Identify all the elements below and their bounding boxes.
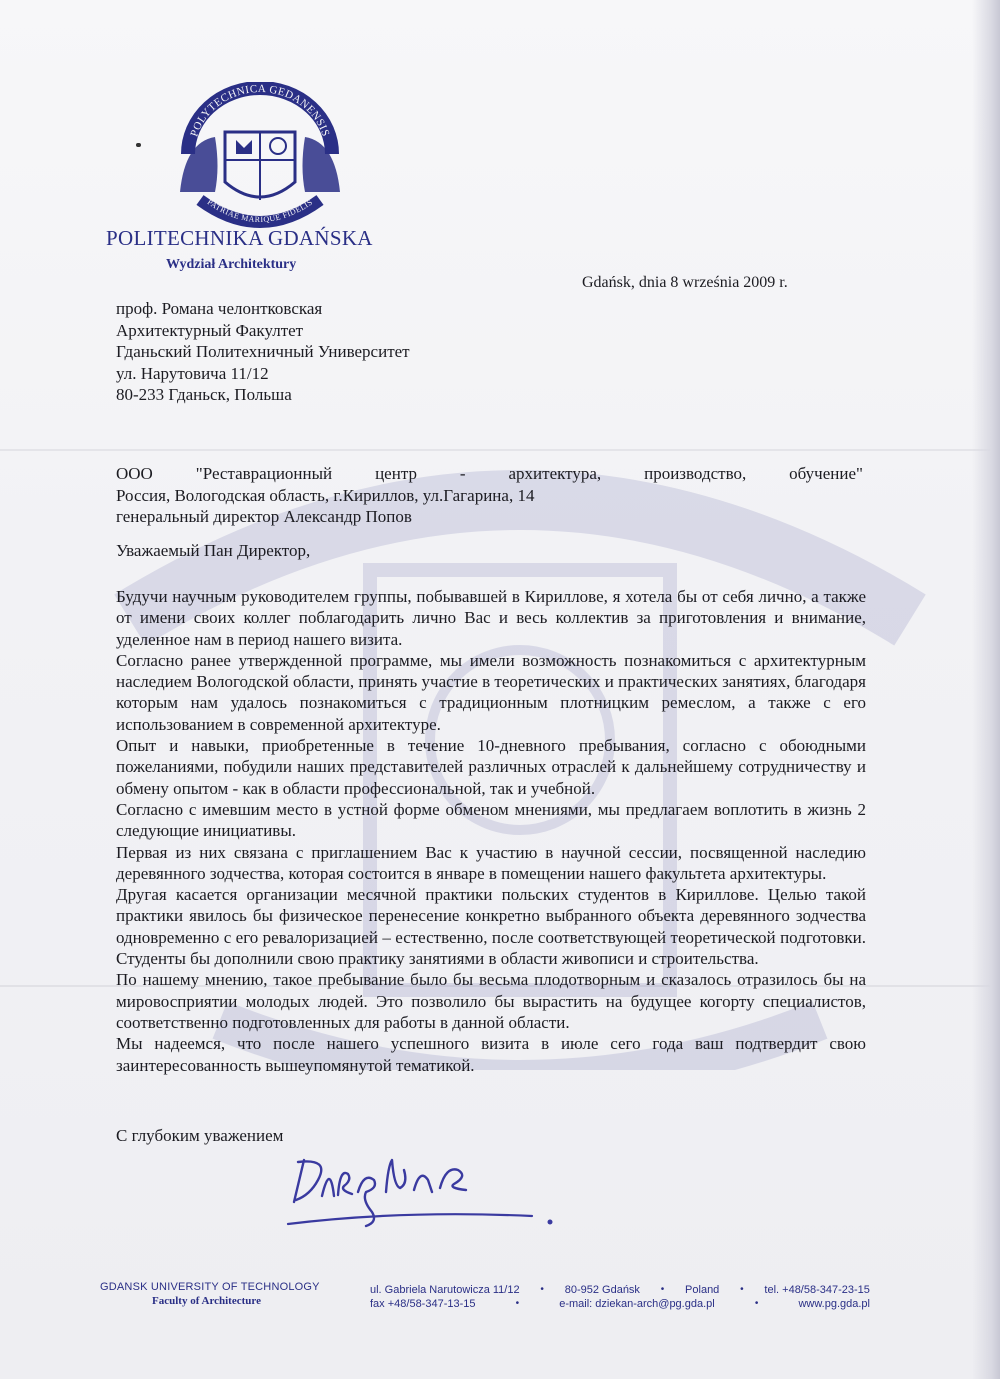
body-paragraph: Первая из них связана с приглашением Вас к участию в научной сессии, посвященной наследию деревянного зодчества, которая состоится в январе в помещении нашего факультета архитектуры. — [116, 842, 866, 883]
recipient-word: "Реставрационный — [195, 464, 333, 483]
footer-institution — [100, 1281, 320, 1307]
recipient-word: - — [459, 464, 466, 483]
footer-website[interactable]: www.pg.gda.pl — [798, 1298, 870, 1310]
footer-faculty-en: Faculty of Architecture — [152, 1295, 261, 1307]
body-paragraph: Другая касается организации месячной практики польских студентов в Кириллове. Целью такой практики явилось бы физическое перенесение конкретно выбранного объекта деревянного зодчества одновременно с его ревалоризацией – естественно, после соответствующей теоретической подготовки. Студенты бы дополнили свою практику занятиями в области живописи и строительства. — [116, 885, 866, 969]
recipient-line: генеральный директор Александр Попов — [116, 507, 412, 526]
letter-date: Gdańsk, dnia 8 września 2009 r. — [582, 274, 788, 291]
footer-university-en: GDANSK UNIVERSITY OF TECHNOLOGY — [100, 1281, 320, 1293]
paper-edge-shadow — [972, 0, 1000, 1379]
sender-address — [116, 298, 410, 406]
footer-tel: tel. +48/58-347-23-15 — [764, 1284, 870, 1296]
footer-separator: • — [660, 1284, 665, 1295]
footer-separator: • — [754, 1298, 759, 1309]
closing: С глубоким уважением — [116, 1126, 284, 1145]
recipient-line — [116, 463, 863, 485]
seal-text-top: POLYTECHNICA GEDANENSIS — [188, 82, 332, 139]
salutation: Уважаемый Пан Директор, — [116, 541, 311, 560]
body-paragraph: Согласно с имевшим место в устной форме обменом мнениями, мы предлагаем воплотить в жизнь 2 следующие инициативы. — [116, 799, 866, 841]
footer-contacts — [370, 1283, 870, 1311]
sender-line: ул. Нарутовича 11/12 — [116, 363, 269, 383]
footer-line-2 — [370, 1297, 870, 1311]
footer-line-1 — [370, 1283, 870, 1297]
svg-text:POLYTECHNICA GEDANENSIS — [188, 83, 331, 138]
handwritten-signature — [282, 1140, 562, 1240]
recipient-word: центр — [375, 464, 417, 483]
recipient-word: архитектура, — [508, 464, 602, 483]
footer-country: Poland — [685, 1284, 720, 1296]
seal-text-bottom: PATRIAE MARIQUE FIDELIS — [205, 197, 315, 225]
footer-email[interactable]: e-mail: dziekan-arch@pg.gda.pl — [559, 1298, 715, 1310]
recipient-line: Россия, Вологодская область, г.Кириллов, ул.Гагарина, 14 — [116, 485, 535, 505]
recipient-address — [116, 463, 863, 528]
svg-text:PATRIAE MARIQUE FIDELIS — [206, 197, 315, 224]
footer-separator: • — [515, 1298, 520, 1309]
faculty-name: Wydział Architektury — [166, 257, 297, 272]
recipient-word: обучение" — [789, 464, 863, 483]
paper-speck — [136, 143, 141, 147]
footer-postal: 80-952 Gdańsk — [564, 1284, 640, 1296]
body-paragraph: Согласно ранее утвержденной программе, мы имели возможность познакомиться с архитектурным наследием Вологодской области, принять участие в теоретических и практических занятиях, благодаря которым нам удалось познакомиться с традиционным плотницким ремеслом, а также с его использованием в современной архитектуре. — [116, 650, 866, 734]
footer-address: ul. Gabriela Narutowicza 11/12 — [370, 1284, 520, 1296]
letter-body — [116, 586, 866, 1076]
sender-line: 80-233 Гданьск, Польша — [116, 385, 292, 404]
sender-line: Гданьский Политехничный Университет — [116, 342, 410, 361]
body-paragraph: Будучи научным руководителем группы, побывавшей в Кириллове, я хотела бы от себя лично, а также от имени своих коллег поблагодарить лично Вас и весь коллектив за приготовления и внимание, уделенное нам в период нашего визита. — [116, 587, 866, 649]
recipient-word: производство, — [644, 464, 747, 483]
university-crest — [160, 82, 360, 242]
body-paragraph: Опыт и навыки, приобретенные в течение 10-дневного пребывания, согласно с обоюдными пожеланиями, побудили наших представителей различных отраслей к дальнейшему сотрудничеству и обмену опытом - как в области профессиональной, так и учебной. — [116, 736, 866, 798]
university-name: POLITECHNIKA GDAŃSKA — [106, 226, 373, 250]
sender-line: Архитектурный Факултет — [116, 320, 304, 340]
footer-fax: fax +48/58-347-13-15 — [370, 1298, 476, 1310]
sender-line: проф. Романа челонтковская — [116, 299, 323, 318]
footer-separator: • — [740, 1284, 744, 1295]
body-paragraph: По нашему мнению, такое пребывание было бы весьма плодотворным и сказалось отразилось бы на мировосприятии молодых людей. Это позволило бы вырастить на будущее когорту специалистов, соответственно подготовленных для работы в данной области. — [116, 970, 866, 1032]
recipient-word: ООО — [116, 464, 153, 483]
body-paragraph: Мы надеемся, что после нашего успешного визита в июле сего года ваш подтвердит свою заинтересованность вышеупомянутой тематикой. — [116, 1034, 866, 1075]
footer-separator: • — [540, 1284, 544, 1295]
